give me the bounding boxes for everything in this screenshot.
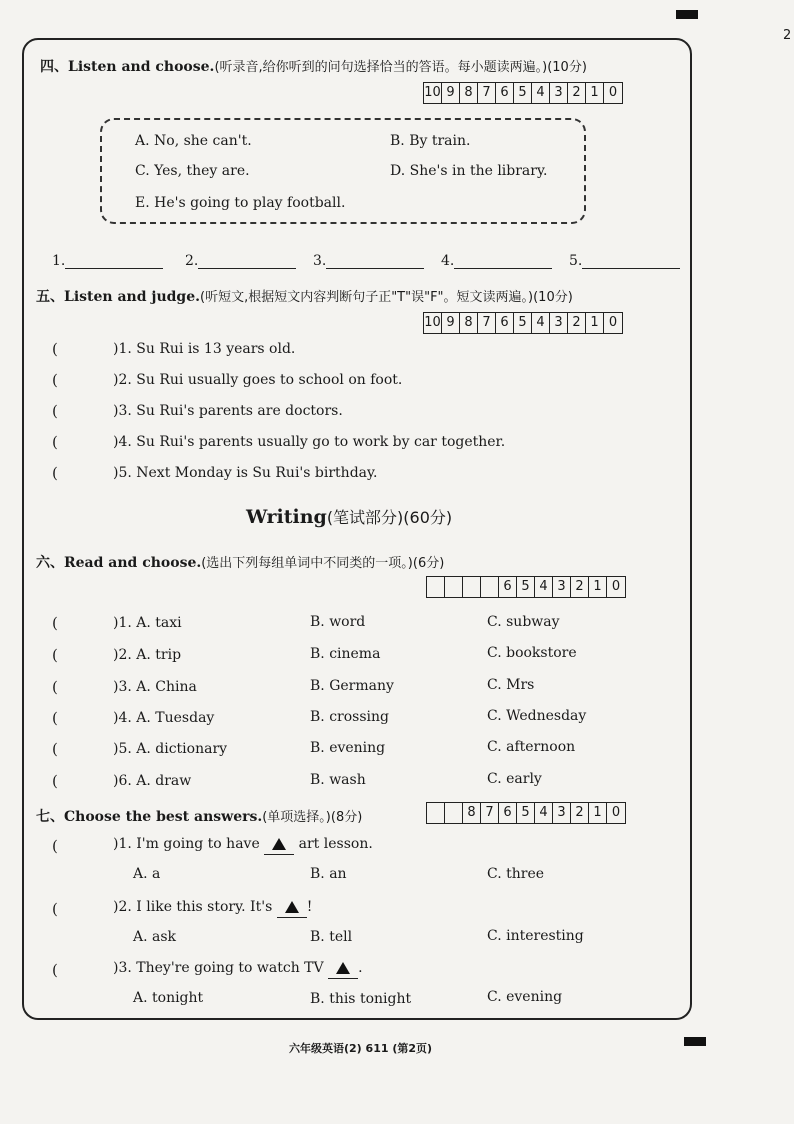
judge-item-4: )4. Su Rui's parents usually go to work by car together. [113, 434, 506, 450]
choose-item-2-b: B. cinema [310, 646, 381, 662]
judge-item-1: )1. Su Rui is 13 years old. [113, 341, 296, 357]
mc-blank-3[interactable] [328, 960, 358, 979]
choose-item-5-c: C. afternoon [487, 739, 576, 755]
choose-item-6-a: )6. A. draw [113, 773, 192, 789]
choose-item-1-c: C. subway [487, 614, 560, 630]
mc-question-3: )3. They're going to watch TV . [113, 960, 363, 979]
score-box-sec6: 6 5 4 3 2 1 0 [426, 576, 626, 598]
mc-2-option-b: B. tell [310, 929, 353, 945]
choose-paren-1[interactable]: ( [52, 614, 58, 632]
answer-blank-4: 4. [441, 252, 552, 269]
triangle-icon [336, 962, 350, 974]
registration-mark [684, 1037, 706, 1046]
mc-3-option-b: B. this tonight [310, 991, 412, 1007]
mc-paren-3[interactable]: ( [52, 961, 58, 979]
choose-paren-6[interactable]: ( [52, 772, 58, 790]
mc-blank-1[interactable] [264, 836, 294, 855]
page-footer: 六年级英语(2) 611 (第2页) [289, 1042, 433, 1055]
blank-3-line[interactable] [326, 252, 424, 269]
mc-1-option-c: C. three [487, 866, 545, 882]
mc-3-option-a: A. tonight [133, 990, 204, 1006]
section-7-title: 七、Choose the best answers.(单项选择。)(8分) [36, 809, 363, 825]
blank-1-line[interactable] [65, 252, 163, 269]
answer-blank-2: 2. [185, 252, 296, 269]
answer-blank-1: 1. [52, 252, 163, 269]
choose-item-3-b: B. Germany [310, 678, 394, 694]
mc-paren-1[interactable]: ( [52, 837, 58, 855]
choose-item-4-a: )4. A. Tuesday [113, 710, 215, 726]
choose-item-1-a: )1. A. taxi [113, 615, 182, 631]
judge-item-5: )5. Next Monday is Su Rui's birthday. [113, 465, 378, 481]
choose-item-4-b: B. crossing [310, 709, 389, 725]
mc-2-option-a: A. ask [133, 929, 177, 945]
choose-item-5-b: B. evening [310, 740, 386, 756]
blank-4-line[interactable] [454, 252, 552, 269]
mc-1-option-b: B. an [310, 866, 347, 882]
mc-question-1: )1. I'm going to have art lesson. [113, 836, 373, 855]
judge-paren-2[interactable]: ( [52, 371, 58, 389]
judge-item-2: )2. Su Rui usually goes to school on foot. [113, 372, 403, 388]
option-c: C. Yes, they are. [135, 163, 250, 179]
mc-question-2: )2. I like this story. It's ! [113, 899, 312, 918]
choose-item-2-c: C. bookstore [487, 645, 577, 661]
choose-item-6-b: B. wash [310, 772, 366, 788]
choose-item-5-a: )5. A. dictionary [113, 741, 228, 757]
mc-blank-2[interactable] [277, 899, 307, 918]
judge-paren-5[interactable]: ( [52, 464, 58, 482]
triangle-icon [272, 838, 286, 850]
option-e: E. He's going to play football. [135, 195, 346, 211]
score-box-sec4: 10 9 8 7 6 5 4 3 2 1 0 [423, 82, 623, 104]
option-b: B. By train. [390, 133, 471, 149]
mc-2-option-c: C. interesting [487, 928, 584, 944]
choose-paren-5[interactable]: ( [52, 740, 58, 758]
choose-paren-4[interactable]: ( [52, 709, 58, 727]
choose-item-3-c: C. Mrs [487, 677, 535, 693]
choose-item-6-c: C. early [487, 771, 542, 787]
judge-paren-4[interactable]: ( [52, 433, 58, 451]
choose-paren-2[interactable]: ( [52, 646, 58, 664]
judge-paren-1[interactable]: ( [52, 340, 58, 358]
choose-item-1-b: B. word [310, 614, 366, 630]
answer-blank-3: 3. [313, 252, 424, 269]
option-d: D. She's in the library. [390, 163, 548, 179]
score-box-sec7: 8 7 6 5 4 3 2 1 0 [426, 802, 626, 824]
choose-item-4-c: C. Wednesday [487, 708, 587, 724]
judge-paren-3[interactable]: ( [52, 402, 58, 420]
choose-paren-3[interactable]: ( [52, 678, 58, 696]
score-box-sec5: 10 9 8 7 6 5 4 3 2 1 0 [423, 312, 623, 334]
section-6-title: 六、Read and choose.(选出下列每组单词中不同类的一项。)(6分) [36, 555, 445, 571]
choose-item-3-a: )3. A. China [113, 679, 197, 695]
section-5-title: 五、Listen and judge.(听短文,根据短文内容判断句子正"T"误"F"。短文读两遍。)(10分) [36, 289, 573, 305]
blank-2-line[interactable] [198, 252, 296, 269]
blank-5-line[interactable] [582, 252, 680, 269]
judge-item-3: )3. Su Rui's parents are doctors. [113, 403, 343, 419]
page-edge-number: 2 [783, 28, 792, 43]
option-a: A. No, she can't. [135, 133, 252, 149]
mc-1-option-a: A. a [133, 866, 161, 882]
registration-mark [676, 10, 698, 19]
triangle-icon [285, 901, 299, 913]
mc-3-option-c: C. evening [487, 989, 563, 1005]
writing-heading: Writing(笔试部分)(60分) [246, 506, 453, 528]
answer-blank-5: 5. [569, 252, 680, 269]
section-4-title: 四、Listen and choose.(听录音,给你听到的问句选择恰当的答语。每小题读两遍。)(10分) [40, 59, 587, 75]
mc-paren-2[interactable]: ( [52, 900, 58, 918]
choose-item-2-a: )2. A. trip [113, 647, 182, 663]
